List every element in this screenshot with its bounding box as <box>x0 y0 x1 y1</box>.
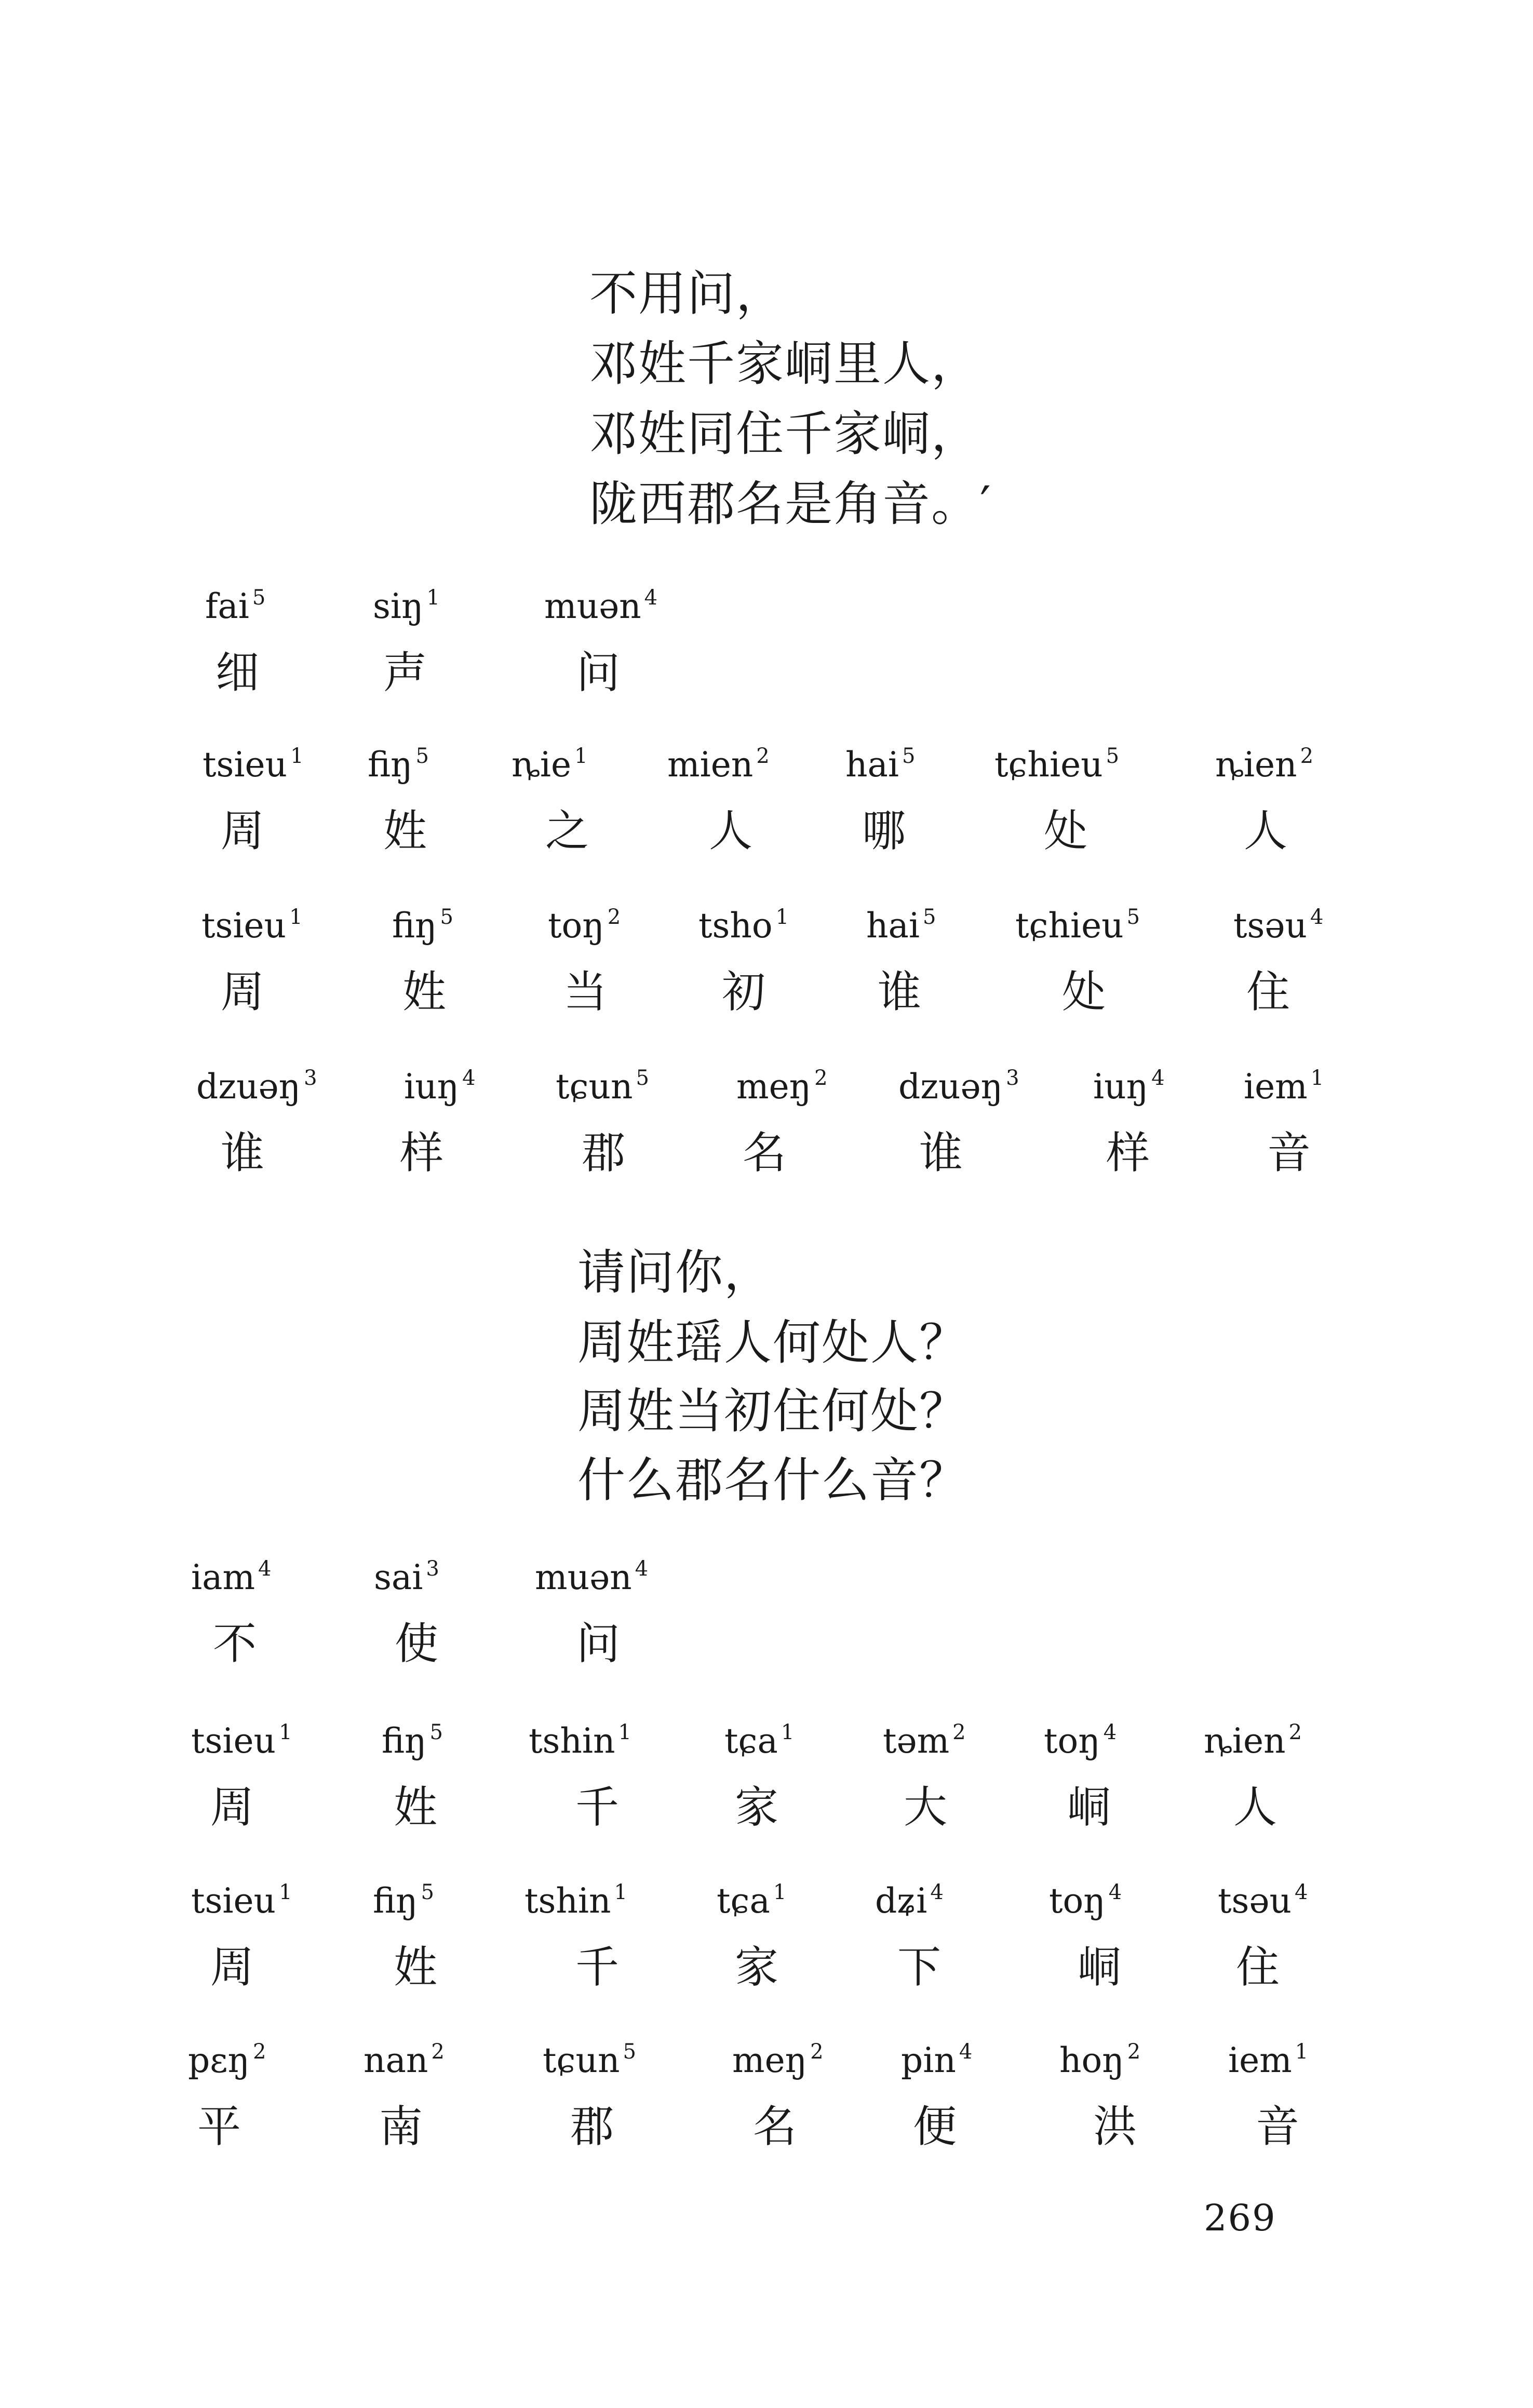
chinese-gloss: 姓 <box>402 966 447 1017</box>
romanization: pin $^4$ <box>901 2040 973 2080</box>
chinese-gloss: 家 <box>735 1942 779 1993</box>
chinese-gloss: 人 <box>1233 1782 1278 1833</box>
chinese-gloss: 周 <box>210 1782 254 1833</box>
gloss-row <box>0 1880 1533 2019</box>
romanization: tɕun $^5$ <box>556 1066 649 1107</box>
gloss-row <box>0 586 1533 724</box>
romanization: toŋ $^4$ <box>1044 1720 1117 1761</box>
chinese-gloss: 姓 <box>394 1942 438 1993</box>
page-number: 269 <box>1204 2197 1276 2239</box>
romanization: fiŋ $^5$ <box>373 1880 434 1921</box>
romanization: tɕa $^1$ <box>717 1880 787 1921</box>
romanization: dʑi $^4$ <box>875 1880 944 1921</box>
chinese-gloss: 郡 <box>582 1127 626 1178</box>
gloss-row <box>0 744 1533 883</box>
romanization: dzuəŋ $^3$ <box>196 1066 317 1107</box>
verse-line: 不用问， <box>589 266 785 321</box>
romanization: hai $^5$ <box>866 905 936 946</box>
chinese-gloss: 名 <box>743 1127 787 1178</box>
chinese-gloss: 家 <box>735 1782 779 1833</box>
chinese-gloss: 名 <box>753 2101 797 2152</box>
romanization: iuŋ $^4$ <box>404 1066 476 1107</box>
romanization: toŋ $^4$ <box>1049 1880 1122 1921</box>
romanization: tsho $^1$ <box>698 905 789 946</box>
romanization: ȵien $^2$ <box>1204 1720 1302 1761</box>
romanization: meŋ $^2$ <box>732 2040 824 2080</box>
romanization: tsieu $^1$ <box>191 1720 292 1761</box>
chinese-gloss: 处 <box>1044 805 1088 856</box>
gloss-row <box>0 1557 1533 1696</box>
chinese-gloss: 音 <box>1267 1127 1311 1178</box>
romanization: iam $^4$ <box>191 1557 272 1597</box>
romanization: meŋ $^2$ <box>736 1066 828 1107</box>
romanization: tshin $^1$ <box>525 1880 627 1921</box>
chinese-gloss: 谁 <box>221 1127 265 1178</box>
romanization: tsieu $^1$ <box>191 1880 292 1921</box>
gloss-row <box>0 905 1533 1044</box>
chinese-gloss: 人 <box>709 805 753 856</box>
chinese-gloss: 哪 <box>862 805 906 856</box>
chinese-gloss: 姓 <box>383 805 427 856</box>
romanization: muən $^4$ <box>535 1557 649 1597</box>
verse-line: 请问你， <box>577 1245 773 1300</box>
romanization: dzuəŋ $^3$ <box>898 1066 1019 1107</box>
verse-line: 邓姓同住千家峒， <box>589 406 980 462</box>
chinese-gloss: 千 <box>575 1782 620 1833</box>
romanization: fiŋ $^5$ <box>382 1720 443 1761</box>
chinese-gloss: 谁 <box>919 1127 963 1178</box>
chinese-gloss: 周 <box>221 966 265 1017</box>
romanization: fiŋ $^5$ <box>368 744 429 785</box>
chinese-gloss: 大 <box>904 1782 948 1833</box>
romanization: tsəu $^4$ <box>1218 1880 1308 1921</box>
chinese-gloss: 样 <box>400 1127 444 1178</box>
chinese-gloss: 声 <box>383 647 427 698</box>
chinese-gloss: 不 <box>213 1618 257 1669</box>
chinese-gloss: 当 <box>563 966 608 1017</box>
romanization: tsieu $^1$ <box>203 744 304 785</box>
chinese-gloss: 便 <box>913 2101 957 2152</box>
gloss-row <box>0 1066 1533 1205</box>
romanization: mien $^2$ <box>667 744 770 785</box>
chinese-gloss: 细 <box>216 647 260 698</box>
gloss-row <box>0 1720 1533 1859</box>
romanization: fai $^5$ <box>205 586 266 626</box>
romanization: tshin $^1$ <box>529 1720 631 1761</box>
romanization: tsəu $^4$ <box>1233 905 1324 946</box>
gloss-row <box>0 2040 1533 2178</box>
romanization: hoŋ $^2$ <box>1059 2040 1141 2080</box>
romanization: muən $^4$ <box>544 586 658 626</box>
chinese-gloss: 谁 <box>878 966 922 1017</box>
romanization: sai $^3$ <box>374 1557 439 1597</box>
chinese-gloss: 峒 <box>1067 1782 1111 1833</box>
chinese-gloss: 南 <box>379 2101 423 2152</box>
romanization: təm $^2$ <box>883 1720 966 1761</box>
chinese-gloss: 峒 <box>1078 1942 1122 1993</box>
chinese-gloss: 住 <box>1236 1942 1280 1993</box>
romanization: tsieu $^1$ <box>201 905 303 946</box>
romanization: toŋ $^2$ <box>548 905 621 946</box>
chinese-gloss: 之 <box>545 805 589 856</box>
verse-line: 什么郡名什么音？ <box>577 1452 969 1508</box>
chinese-gloss: 姓 <box>394 1782 438 1833</box>
chinese-gloss: 平 <box>197 2101 241 2152</box>
chinese-gloss: 样 <box>1106 1127 1150 1178</box>
chinese-gloss: 周 <box>210 1942 254 1993</box>
chinese-gloss: 音 <box>1256 2101 1300 2152</box>
chinese-gloss: 问 <box>576 1618 621 1669</box>
romanization: siŋ $^1$ <box>373 586 440 626</box>
romanization: fiŋ $^5$ <box>392 905 453 946</box>
romanization: iem $^1$ <box>1244 1066 1324 1107</box>
romanization: iuŋ $^4$ <box>1093 1066 1165 1107</box>
chinese-gloss: 处 <box>1062 966 1106 1017</box>
verse-line: 陇西郡名是角音。′ <box>589 476 992 532</box>
romanization: tɕun $^5$ <box>543 2040 636 2080</box>
romanization: iem $^1$ <box>1228 2040 1309 2080</box>
romanization: hai $^5$ <box>845 744 916 785</box>
romanization: tɕhieu $^5$ <box>1015 905 1140 946</box>
verse-line: 周姓当初住何处？ <box>577 1383 969 1439</box>
chinese-gloss: 周 <box>221 805 265 856</box>
chinese-gloss: 问 <box>576 647 621 698</box>
romanization: tɕa $^1$ <box>724 1720 795 1761</box>
chinese-gloss: 住 <box>1246 966 1290 1017</box>
romanization: ȵien $^2$ <box>1215 744 1314 785</box>
chinese-gloss: 洪 <box>1093 2101 1137 2152</box>
romanization: pɛŋ $^2$ <box>188 2040 266 2080</box>
verse-line: 周姓瑶人何处人？ <box>577 1315 969 1370</box>
chinese-gloss: 使 <box>395 1618 439 1669</box>
chinese-gloss: 郡 <box>570 2101 614 2152</box>
romanization: nan $^2$ <box>364 2040 445 2080</box>
chinese-gloss: 初 <box>722 966 766 1017</box>
romanization: tɕhieu $^5$ <box>994 744 1120 785</box>
chinese-gloss: 人 <box>1244 805 1288 856</box>
romanization: ȵie $^1$ <box>512 744 588 785</box>
chinese-gloss: 千 <box>575 1942 620 1993</box>
verse-line: 邓姓千家峒里人， <box>589 336 980 392</box>
chinese-gloss: 下 <box>897 1942 942 1993</box>
